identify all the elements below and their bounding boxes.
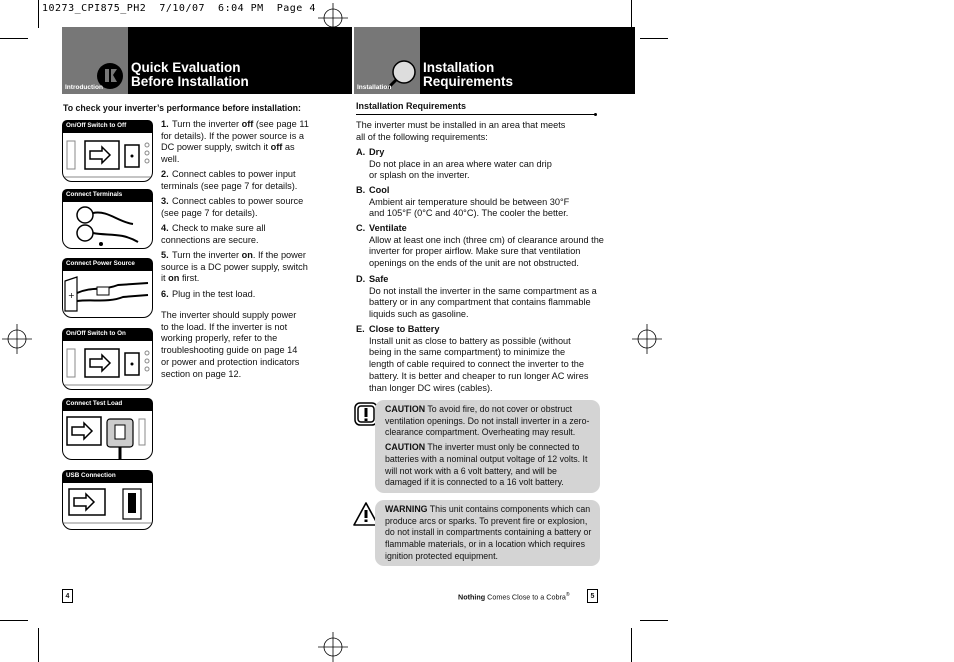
requirement-title: Close to Battery	[369, 324, 440, 334]
step-text: first.	[179, 273, 200, 284]
step-text: Connect cables to power input terminals (see page 7 for details).	[161, 169, 298, 191]
step-number: 3.	[161, 196, 169, 206]
crop-mark	[631, 0, 632, 28]
requirement-e	[356, 324, 601, 394]
registration-mark-left	[2, 324, 32, 354]
section-heading: Installation Requirements	[356, 101, 467, 111]
step-number: 4.	[161, 223, 169, 233]
step-6	[161, 289, 311, 301]
requirement-title: Dry	[369, 147, 385, 157]
figure-label-usb: USB Connection	[62, 470, 153, 482]
left-page-number: 4	[62, 589, 73, 603]
right-page-title-line1: Installation	[423, 60, 495, 75]
usb-illustration	[63, 483, 152, 529]
crop-mark	[631, 628, 632, 662]
figure-connect-terminals	[62, 201, 153, 249]
caution-1	[385, 404, 595, 439]
right-page-title-line2: Requirements	[423, 74, 514, 89]
right-page-number: 5	[587, 589, 598, 603]
registration-mark-right	[632, 324, 662, 354]
figure-label-connect-power: Connect Power Source	[62, 258, 153, 270]
step-text: Check to make sure all connections are secure.	[161, 223, 266, 245]
figure-switch-off	[62, 132, 153, 182]
warning-text: This unit contains components which can produce arcs or sparks. To prevent fire or explosion, do not install in compartments containing a battery or flammable materials, or in a location which requires ignition protected equipment.	[385, 504, 592, 561]
caution-text: The inverter must only be connected to batteries with a nominal output voltage of 12 volts. It will not work with a 6 volt battery, and will be damaged if it is connected to a 16 volt battery.	[385, 442, 588, 488]
requirement-letter: E.	[356, 324, 365, 334]
step-emphasis: off	[241, 119, 254, 129]
requirement-a	[356, 147, 601, 182]
requirement-text: Do not install the inverter in the same compartment as a battery or in any compartment that contains flammable liquids such as gasoline.	[369, 285, 597, 320]
requirement-text: Allow at least one inch (three cm) of clearance around the inverter for proper airflow. Make sure that ventilation openings on the ends of the unit are not obstructed.	[369, 234, 604, 269]
step-number: 1.	[161, 119, 169, 129]
caution-label: CAUTION	[385, 442, 426, 453]
step-text: Plug in the test load.	[172, 289, 256, 299]
warning-label: WARNING	[385, 504, 428, 514]
crop-mark	[640, 38, 668, 39]
footer-tagline	[458, 592, 570, 601]
caution-label: CAUTION	[385, 404, 426, 414]
step-2	[161, 169, 311, 192]
step-emphasis: on	[168, 273, 180, 284]
figure-usb	[62, 482, 153, 530]
requirement-title: Safe	[369, 274, 389, 284]
requirements-intro: The inverter must be installed in an area that meets all of the following requirements:	[356, 120, 566, 142]
section-heading-rule	[356, 114, 596, 115]
step-3	[161, 196, 311, 219]
print-slug: 10273_CPI875_PH2 7/10/07 6:04 PM Page 4	[42, 3, 316, 14]
step-5	[161, 250, 311, 285]
crop-mark	[0, 38, 28, 39]
step-1	[161, 119, 311, 166]
step-text: . If the power source is a DC power supply, switch it	[161, 250, 308, 284]
requirement-d	[356, 274, 601, 321]
inverter-switch-off-illustration	[63, 133, 152, 181]
requirement-letter: C.	[356, 223, 366, 233]
requirement-letter: A.	[356, 147, 366, 157]
requirement-letter: D.	[356, 274, 366, 284]
power-source-illustration	[63, 271, 152, 317]
inverter-switch-on-illustration	[63, 341, 152, 389]
crop-mark	[640, 620, 668, 621]
requirement-title: Ventilate	[369, 223, 407, 233]
caution-text: To avoid fire, do not cover or obstruct ventilation openings. Do not install inverter in a zero-clearance compartment. Overheating may result.	[385, 404, 590, 438]
crop-mark	[38, 0, 39, 28]
figure-label-switch-on: On/Off Switch to On	[62, 328, 153, 340]
figure-connect-power	[62, 270, 153, 318]
step-text: (see page 11 for details). If the power source is a DC power supply, switch it	[161, 119, 309, 153]
left-intro-heading: To check your inverter’s performance before installation:	[63, 103, 301, 113]
crop-mark	[38, 628, 39, 662]
requirement-text: Do not place in an area where water can drip or splash on the inverter.	[369, 158, 552, 181]
figure-label-switch-off: On/Off Switch to Off	[62, 120, 153, 132]
closing-paragraph: The inverter should supply power to the load. If the inverter is not working properly, refer to the troubleshooting guide on page 14 or power and protection indicators section on page 12.	[161, 310, 300, 379]
requirement-b	[356, 185, 601, 220]
step-4	[161, 223, 311, 246]
registration-mark-bottom	[318, 632, 348, 662]
terminals-illustration	[63, 202, 152, 248]
step-text: as well.	[161, 142, 295, 165]
figure-switch-on	[62, 340, 153, 390]
caution-callout	[375, 400, 600, 493]
requirement-title: Cool	[369, 185, 390, 195]
figure-label-test-load: Connect Test Load	[62, 398, 153, 410]
step-number: 5.	[161, 250, 169, 260]
footer-tagline-text: Comes Close to a Cobra	[485, 592, 566, 602]
warning-callout	[375, 500, 600, 566]
registered-mark: ®	[565, 592, 570, 598]
step-number: 2.	[161, 169, 169, 179]
left-page-title-line2: Before Installation	[131, 74, 249, 89]
left-page-title-line1: Quick Evaluation	[131, 60, 241, 75]
step-text: Turn the inverter	[172, 250, 242, 260]
requirement-c	[356, 223, 604, 270]
test-load-illustration	[63, 411, 152, 459]
step-emphasis: off	[270, 142, 283, 153]
figure-label-connect-terminals: Connect Terminals	[62, 189, 153, 201]
figure-test-load	[62, 410, 153, 460]
left-tab-label: Introduction	[65, 84, 103, 91]
step-text: Connect cables to power source (see page 7 for details).	[161, 196, 304, 218]
caution-2	[385, 442, 595, 489]
rule-end-dot	[594, 113, 597, 116]
step-text: Turn the inverter	[172, 119, 242, 129]
requirement-letter: B.	[356, 185, 366, 195]
step-number: 6.	[161, 289, 169, 299]
crop-mark	[0, 620, 28, 621]
requirement-text: Install unit as close to battery as possible (without being in the same compartment) to minimize the length of cable required to connect the inverter to the battery. It is better and cheaper to run longer AC wires than longer DC wires (cables).	[369, 335, 589, 393]
requirement-text: Ambient air temperature should be between 30°F and 105°F (0°C and 40°C). The cooler the better.	[369, 196, 570, 219]
right-tab-label: Installation	[357, 84, 392, 91]
footer-tagline-bold: Nothing	[458, 592, 486, 602]
step-emphasis: on	[241, 250, 253, 260]
svg-text:+: +	[68, 291, 75, 300]
